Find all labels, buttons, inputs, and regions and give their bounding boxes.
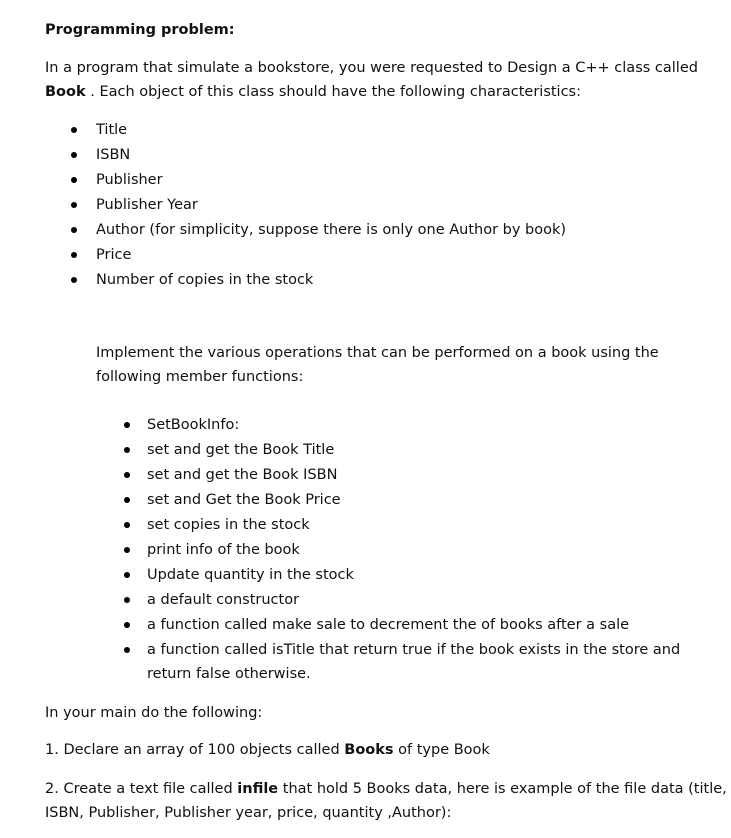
list-item: SetBookInfo: (147, 417, 240, 433)
bullet-icon (71, 127, 77, 133)
bullet-icon (124, 547, 130, 553)
list-item: set and get the Book Title (147, 442, 335, 458)
list-item: Author (for simplicity, suppose there is only one Author by book) (96, 222, 567, 238)
implement-line-1: Implement the various operations that can be performed on a book using the (96, 345, 659, 361)
list-item: Publisher Year (96, 197, 198, 213)
list-item: ISBN (96, 147, 131, 163)
list-item-continuation: return false otherwise. (147, 666, 311, 682)
bullet-icon (124, 422, 130, 428)
step-2-line-2: ISBN, Publisher, Publisher year, price, quantity ,Author): (45, 805, 452, 821)
step-1 (45, 740, 490, 760)
bullet-icon (71, 202, 77, 208)
bullet-icon (124, 497, 130, 503)
bullet-icon (71, 252, 77, 258)
intro-line-2 (45, 82, 581, 102)
bullet-icon (71, 177, 77, 183)
bullet-icon (124, 647, 130, 653)
list-item: print info of the book (147, 542, 300, 558)
class-name: Book (45, 84, 86, 100)
bullet-icon (124, 572, 130, 578)
step-2-prefix: 2. Create a text file called (45, 781, 238, 797)
step-2-suffix: that hold 5 Books data, here is example of the file data (title, (278, 781, 727, 797)
intro-line-2-rest: . Each object of this class should have the following characteristics: (85, 84, 581, 100)
bullet-icon (124, 522, 130, 528)
step-1-prefix: 1. Declare an array of 100 objects called (45, 742, 345, 758)
list-item: a default constructor (147, 592, 300, 608)
bullet-icon (124, 622, 130, 628)
step-2-line-1 (45, 779, 727, 799)
main-intro: In your main do the following: (45, 705, 263, 721)
step-1-array-name: Books (344, 742, 394, 758)
bullet-icon (124, 447, 130, 453)
bullet-icon (71, 277, 77, 283)
bullet-icon (71, 227, 77, 233)
implement-line-2: following member functions: (96, 369, 304, 385)
bullet-icon (71, 152, 77, 158)
bullet-icon (124, 597, 130, 603)
list-item: a function called isTitle that return true if the book exists in the store and (147, 642, 681, 658)
list-item: set and get the Book ISBN (147, 467, 338, 483)
list-item: Price (96, 247, 132, 263)
list-item: Update quantity in the stock (147, 567, 354, 583)
page-heading: Programming problem: (45, 22, 235, 38)
list-item: Publisher (96, 172, 163, 188)
step-1-suffix: of type Book (393, 742, 490, 758)
list-item: Title (96, 122, 128, 138)
step-2-file-name: infile (237, 781, 279, 797)
list-item: Number of copies in the stock (96, 272, 314, 288)
list-item: a function called make sale to decrement the of books after a sale (147, 617, 630, 633)
list-item: set and Get the Book Price (147, 492, 341, 508)
intro-line-1: In a program that simulate a bookstore, you were requested to Design a C++ class called (45, 60, 698, 76)
bullet-icon (124, 472, 130, 478)
list-item: set copies in the stock (147, 517, 310, 533)
